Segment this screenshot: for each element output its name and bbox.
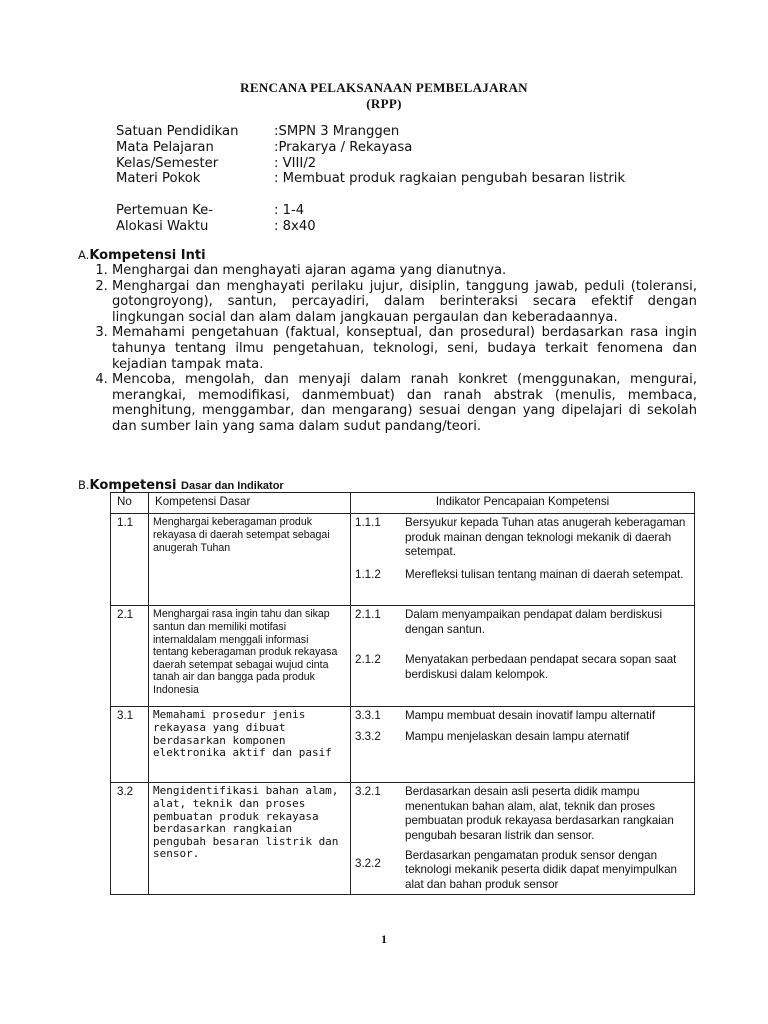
meta-label: Alokasi Waktu [116, 218, 209, 234]
indicator-cell [351, 783, 695, 895]
meta-label: Kelas/Semester [116, 155, 219, 171]
indicator-code: 3.2.1 [355, 785, 381, 799]
document-subtitle: (RPP) [366, 96, 402, 111]
section-letter: B. [78, 478, 90, 492]
indicator-text: Berdasarkan desain asli peserta didik mampu menentukan bahan alam, alat, teknik dan proses pembuatan produk rekayasa berdasarkan rangkaian pengubah besaran listrik dan sensor. [405, 785, 674, 842]
column-header-indikator: Indikator Pencapaian Kompetensi [351, 493, 695, 514]
column-header-no: No [111, 493, 149, 514]
indicator-code: 3.2.2 [355, 857, 381, 871]
section-letter: A. [78, 248, 90, 262]
table-row [111, 606, 695, 707]
meta-value: : 1-4 [274, 202, 305, 218]
table-row [111, 514, 695, 606]
meta-value: :Prakarya / Rekayasa [274, 139, 413, 155]
meta-label: Materi Pokok [116, 171, 201, 187]
indicator-text: Merefleksi tulisan tentang mainan di daerah setempat. [405, 567, 684, 581]
indicator [355, 568, 690, 582]
section-title: Kompetensi Inti [89, 248, 206, 263]
indicator [355, 608, 690, 637]
indicator-code: 3.3.1 [355, 709, 381, 723]
indicator-code: 3.3.2 [355, 729, 381, 743]
kd-text: Menghargai keberagaman produk rekayasa di daerah setempat sebagai anugerah Tuhan [153, 516, 330, 554]
section-subtitle: Dasar dan Indikator [181, 480, 284, 492]
kd-cell [149, 606, 351, 707]
meta-label: Satuan Pendidikan [116, 124, 239, 139]
indicator-text: Mampu menjelaskan desain lampu aternatif [405, 729, 630, 743]
row-number: 3.2 [111, 783, 149, 895]
row-number: 2.1 [111, 606, 149, 707]
indicator-code: 1.1.2 [355, 567, 381, 581]
kd-cell [149, 514, 351, 606]
page-number: 1 [381, 932, 387, 946]
table-row [111, 707, 695, 783]
meta-label: Mata Pelajaran [116, 139, 214, 155]
indicator [355, 653, 690, 682]
list-item: 1. Menghargai dan menghayati ajaran agama yang dianutnya. [112, 263, 697, 279]
row-number: 1.1 [111, 514, 149, 606]
meta-value: : 8x40 [274, 218, 316, 234]
list-item: 4. Mencoba, mengolah, dan menyaji dalam ranah konkret (menggunakan, mengurai, merangkai, memodifikasi, danmembuat) dan ranah abstrak (menulis, membaca, menghitung, menggambar, dan mengarang) sesuai dengan yang dipelajari di sekolah dan sumber lain yang sama dalam sudut pandang/teori. [112, 372, 697, 434]
meta-value: : VIII/2 [274, 155, 317, 171]
indicator-text: Dalam menyampaikan pendapat dalam berdiskusi dengan santun. [405, 608, 663, 636]
indicator-text: Menyatakan perbedaan pendapat secara sopan saat berdiskusi dalam kelompok. [405, 653, 677, 681]
indicator [355, 785, 690, 843]
indicator-cell [351, 514, 695, 606]
section-a-heading [78, 248, 206, 263]
section-b-heading [78, 478, 284, 493]
list-item: 2. Menghargai dan menghayati perilaku jujur, disiplin, tanggung jawab, peduli (toleransi, gotongroyong), santun, percayadiri, dalam berinteraksi secara efektif dengan lingkungan social dan alam dalam jangkauan pergaulan dan keberadaannya. [112, 279, 697, 326]
meta-label: Pertemuan Ke- [116, 202, 213, 218]
kd-text: Memahami prosedur jenis rekayasa yang dibuat berdasarkan komponen elektronika aktif dan pasif [153, 708, 332, 760]
indicator-text: Berdasarkan pengamatan produk sensor dengan teknologi mekanik peserta didik dapat menyimpulkan alat dan bahan produk sensor [405, 849, 677, 891]
indicator-code: 2.1.1 [355, 608, 381, 622]
kompetensi-inti-list [90, 263, 697, 435]
meta-value: : Membuat produk ragkaian pengubah besaran listrik [274, 171, 626, 187]
indicator-code: 2.1.2 [355, 653, 381, 667]
table-row [111, 783, 695, 895]
column-header-kd: Kompetensi Dasar [149, 493, 351, 514]
indicator [355, 516, 690, 559]
section-title: Kompetensi [89, 478, 177, 493]
kd-cell [149, 707, 351, 783]
indicator [355, 730, 690, 744]
kd-cell [149, 783, 351, 895]
indicator-text: Mampu membuat desain inovatif lampu alternatif [405, 709, 656, 723]
kd-text: Menghargai rasa ingin tahu dan sikap santun dan memiliki motifasi internaldalam menggali informasi tentang keberagaman produk rekayasa daerah setempat sebagai wujud cinta tanah air dan bangga pada produk Indonesia [153, 608, 338, 696]
row-number: 3.1 [111, 707, 149, 783]
indicator [355, 709, 690, 723]
indicator-code: 1.1.1 [355, 516, 381, 530]
indicator-text: Bersyukur kepada Tuhan atas anugerah keberagaman produk mainan dengan teknologi mekanik di daerah setempat. [405, 516, 686, 559]
meta-value: :SMPN 3 Mranggen [274, 124, 400, 139]
indicator-cell [351, 707, 695, 783]
indicator-cell [351, 606, 695, 707]
kd-text: Mengidentifikasi bahan alam, alat, teknik dan proses pembuatan produk rekayasa berdasarkan rangkaian pengubah besaran listrik dan sensor. [153, 784, 339, 861]
table-header-row [111, 493, 695, 514]
kompetensi-dasar-table [110, 492, 695, 895]
indicator [355, 849, 690, 892]
document-title: RENCANA PELAKSANAAN PEMBELAJARAN [240, 80, 528, 95]
list-item: 3. Memahami pengetahuan (faktual, konseptual, dan prosedural) berdasarkan rasa ingin tahunya tentang ilmu pengetahuan, teknologi, seni, budaya terkait fenomena dan kejadian tampak mata. [112, 325, 697, 372]
